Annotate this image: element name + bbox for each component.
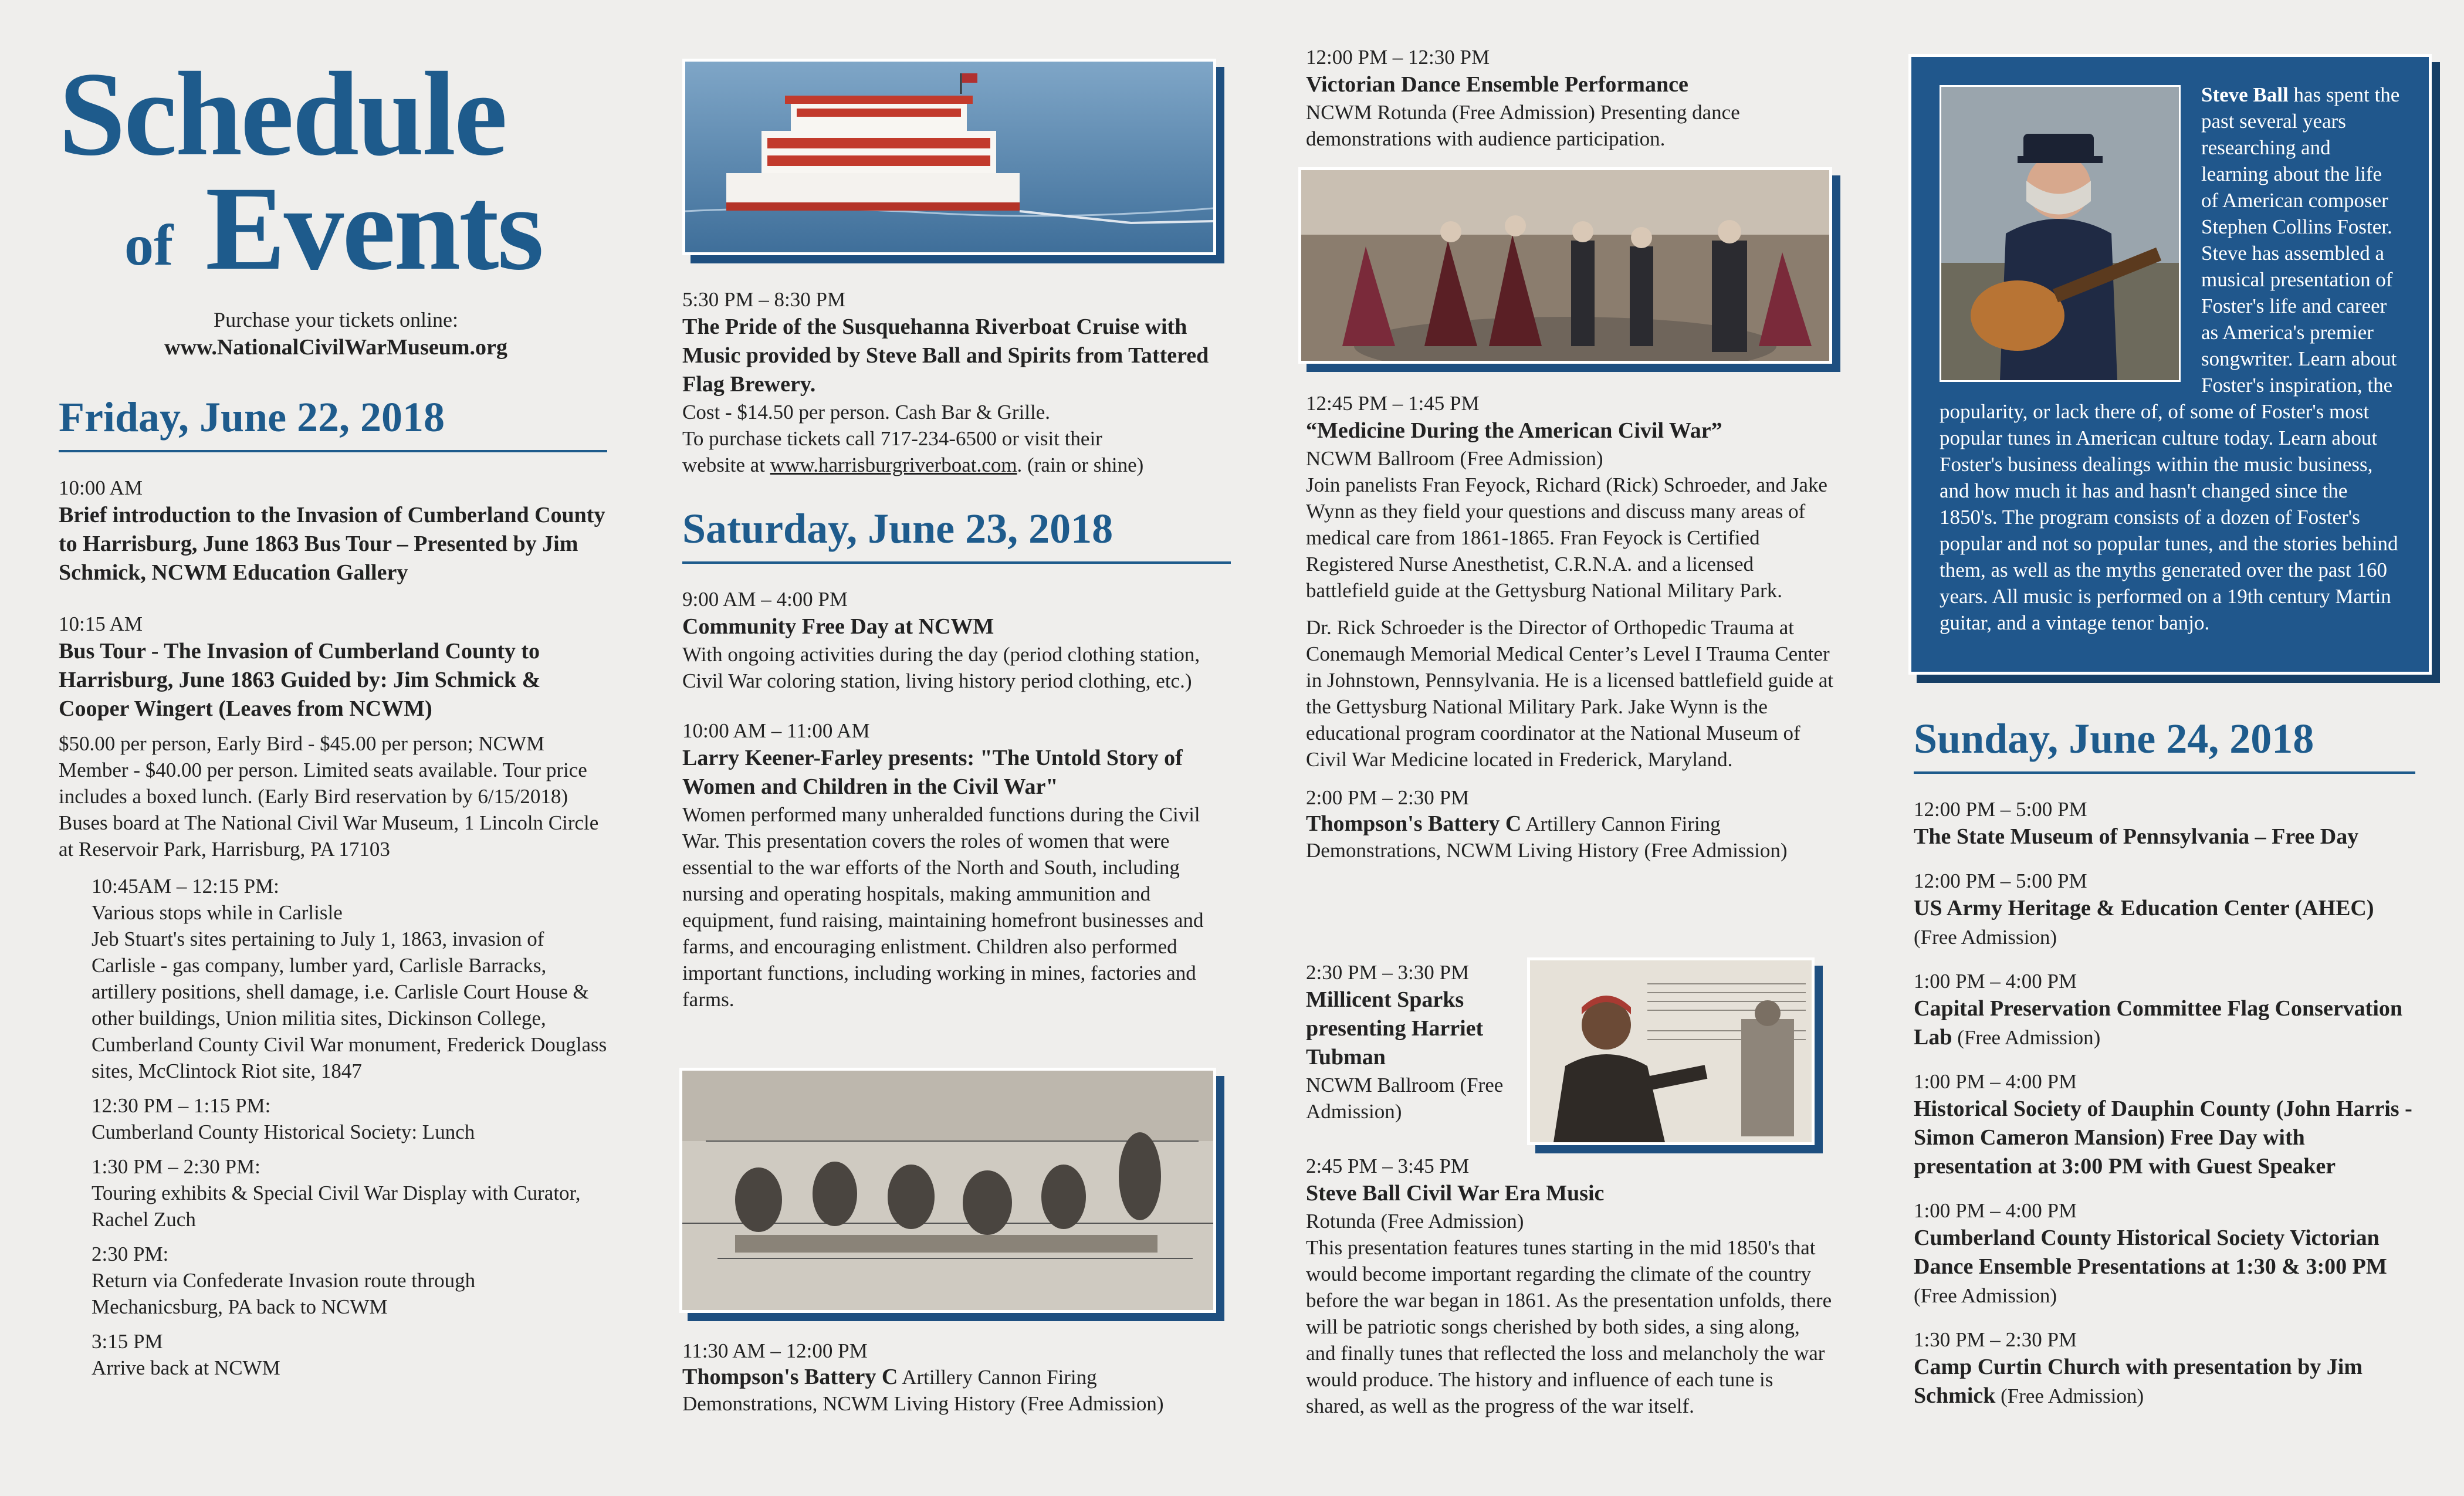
purchase-text: Purchase your tickets online: [214,308,458,331]
event-title [1914,994,2415,1052]
saturday-event-6 [1306,784,1834,864]
itinerary-desc: Return via Confederate Invasion route through Mechanicsburg, PA back to NCWM [92,1269,476,1318]
event-title: Victorian Dance Ensemble Performance [1306,72,1688,97]
saturday-event-2 [682,717,1231,1013]
admission-note: (Free Admission) [1914,1284,2057,1307]
sunday-event-2 [1914,868,2415,952]
dance-photo [1298,167,1832,364]
event-time: 10:00 AM [59,476,143,499]
event-desc: Women performed many unheralded functions during the Civil War. This presentation covers the roles of women that were essential to the war efforts of the North and South, including nursing and operating hospitals, making ammunition and equipment, fund raising, maintaining homefront businesses and farms, and encouraging enlistment. Children also performed important functions, including working in mines, factories and farms. [682,803,1204,1011]
engraving-photo [679,1068,1216,1313]
cruise-title: The Pride of the Susquehanna Riverboat Cruise with Music provided by Steve Ball and Spirits from Tattered Flag Brewery. [682,314,1209,397]
cruise-contact: To purchase tickets call 717-234-6500 or visit their [682,427,1102,450]
event-time: 10:00 AM – 11:00 AM [682,719,870,742]
event-title-bold: US Army Heritage & Education Center (AHEC) [1914,896,2374,920]
sunday-event-6 [1914,1326,2415,1410]
cruise-website-line [682,452,1216,478]
event-title [1914,894,2415,952]
event-location: Rotunda (Free Admission) [1306,1210,1524,1233]
event-title-rest: Artillery Cannon Firing Demonstrations, NCWM Living History (Free Admission) [1306,813,1788,862]
itinerary-desc: Cumberland County Historical Society: Lunch [92,1121,475,1143]
friday-event-2 [59,611,607,862]
event-title [1914,1353,2415,1410]
event-desc: This presentation features tunes starting in the mid 1850's that would become important regarding the climate of the country before the war began in 1861. As the presentation unfolds, there will be patriotic songs cherished by both sides, a sing along, and finally tunes that reflected the loss and melancholy the war would produce. The history and influence of each tune is shared, as well as the progress of the war itself. [1306,1236,1832,1417]
event-time: 1:00 PM – 4:00 PM [1914,1070,2077,1093]
cruise-time: 5:30 PM – 8:30 PM [682,288,846,311]
event-title [1306,811,1834,864]
bio-body: has spent the past several years researching and learning about the life of American composer Stephen Collins Foster. Steve has assembled a musical presentation of Foster's life and career as America's premier songwriter. Learn about Foster's inspiration, the popularity, or lack there of, of some of Foster's most popular tunes in American culture today. Learn about Foster's business dealings within the music business, and how much it has and hasn't changed since the 1850's. The program consists of a dozen of Foster's popular and not so popular tunes, and the stories behind them, as well as the myths generated over the past 160 years. All music is performed on a 19th century Martin guitar, and a vintage tenor banjo. [1940,83,2400,634]
event-title: The State Museum of Pennsylvania – Free Day [1914,824,2359,849]
itinerary-time: 3:15 PM [92,1330,163,1353]
friday-heading: Friday, June 22, 2018 [59,393,607,452]
event-time: 11:30 AM – 12:00 PM [682,1339,868,1362]
saturday-event-3 [682,1338,1216,1417]
bio-panel [1908,54,2432,675]
admission-note: (Free Admission) [1914,926,2057,949]
event-title: Historical Society of Dauphin County (John Harris - Simon Cameron Mansion) Free Day with presentation at 3:00 PM with Guest Speaker [1914,1096,2412,1179]
itinerary-time: 2:30 PM: [92,1243,169,1265]
event-title-bold: Thompson's Battery C [682,1365,898,1389]
event-time: 12:00 PM – 5:00 PM [1914,798,2087,821]
event-title: “Medicine During the American Civil War” [1306,418,1722,443]
event-time: 2:30 PM – 3:30 PM [1306,961,1470,984]
event-title-rest: Artillery Cannon Firing Demonstrations, NCWM Living History (Free Admission) [682,1366,1164,1415]
itinerary-time: 10:45AM – 12:15 PM: [92,875,279,898]
bio-name: Steve Ball [2201,83,2289,106]
steve-ball-photo [1940,85,2181,382]
riverboat-link[interactable]: www.harrisburgriverboat.com [770,453,1017,476]
event-title: Steve Ball Civil War Era Music [1306,1181,1605,1206]
event-title: Larry Keener-Farley presents: "The Untold Story of Women and Children in the Civil War" [682,746,1183,799]
saturday-event-5 [1306,390,1834,773]
event-title: Brief introduction to the Invasion of Cumberland County to Harrisburg, June 1863 Bus Tour – Presented by Jim Schmick, NCWM Education Gallery [59,503,605,585]
title-events: Events [205,162,543,295]
itinerary-desc: Arrive back at NCWM [92,1356,280,1379]
itinerary [92,873,607,1381]
event-desc: Dr. Rick Schroeder is the Director of Orthopedic Trauma at Conemaugh Memorial Medical Center’s Level I Trauma Center in Johnstown, Pennsylvania. He is a licensed battlefield guide at the Gettysburg National Military Park. Jake Wynn is the educational program coordinator at the National Museum of Civil War Medicine located in Frederick, Maryland. [1306,616,1834,771]
riverboat-photo [682,59,1216,255]
sunday-event-4 [1914,1068,2415,1181]
saturday-event-1 [682,586,1231,694]
cruise-website-prefix: website at [682,453,770,476]
website-link[interactable]: www.NationalCivilWarMuseum.org [164,335,507,360]
event-title [1914,1224,2415,1310]
saturday-event-8 [1306,1153,1834,1419]
sunday-heading: Sunday, June 24, 2018 [1914,715,2415,774]
title-of: of [124,212,174,277]
event-time: 1:30 PM – 2:30 PM [1914,1328,2077,1351]
saturday-heading: Saturday, June 23, 2018 [682,505,1231,564]
event-desc: NCWM Ballroom (Free Admission) [1306,1074,1504,1123]
event-title-bold: Capital Preservation Committee Flag Conservation Lab [1914,996,2403,1050]
event-title-bold: Camp Curtin Church with presentation by Jim Schmick [1914,1355,2363,1408]
event-title: Community Free Day at NCWM [682,614,994,639]
friday-event-1 [59,475,607,587]
sunday-event-5 [1914,1197,2415,1310]
event-time: 2:45 PM – 3:45 PM [1306,1155,1470,1177]
event-time: 10:15 AM [59,612,143,635]
event-title: Bus Tour - The Invasion of Cumberland County to Harrisburg, June 1863 Guided by: Jim Schmick & Cooper Wingert (Leaves from NCWM) [59,639,541,721]
event-time: 1:00 PM – 4:00 PM [1914,1199,2077,1222]
itinerary-time: 1:30 PM – 2:30 PM: [92,1155,260,1178]
itinerary-desc: Jeb Stuart's sites pertaining to July 1, 1863, invasion of Carlisle - gas company, lumber yard, Carlisle Barracks, artillery positions, shell damage, i.e. Carlisle Court House & other buildings, Union militia sites, Dickinson College, Cumberland County Civil War monument, Frederick Douglass sites, McClintock Riot site, 1847 [92,928,607,1082]
event-desc: $50.00 per person, Early Bird - $45.00 per person; NCWM Member - $40.00 per person. Limited seats available. Tour price includes a boxed lunch. (Early Bird reservation by 6/15/2018) Buses board at The National Civil War Museum, 1 Lincoln Circle at Reservoir Park, Harrisburg, PA 17103 [59,732,599,861]
event-title: Millicent Sparks presenting Harriet Tubman [1306,987,1484,1069]
event-title [682,1364,1216,1417]
saturday-event-7 [1306,959,1523,1125]
event-desc: With ongoing activities during the day (period clothing station, Civil War coloring station, living history period clothing, etc.) [682,643,1200,692]
event-time: 1:00 PM – 4:00 PM [1914,970,2077,993]
event-location: NCWM Ballroom (Free Admission) [1306,447,1603,470]
admission-note: (Free Admission) [1995,1385,2144,1407]
itinerary-desc: Touring exhibits & Special Civil War Display with Curator, Rachel Zuch [92,1182,581,1231]
sunday-event-1 [1914,796,2415,851]
event-time: 9:00 AM – 4:00 PM [682,588,848,611]
event-time: 12:45 PM – 1:45 PM [1306,392,1480,415]
event-time: 12:00 PM – 12:30 PM [1306,46,1490,69]
sunday-event-3 [1914,968,2415,1052]
event-desc: Join panelists Fran Feyock, Richard (Rick) Schroeder, and Jake Wynn as they field your questions and discuss many areas of medical care from 1861-1865. Fran Feyock is Certified Registered Nurse Anesthetist, C.R.N.A. and a licensed battlefield guide at the Gettysburg National Military Park. [1306,473,1827,602]
itinerary-desc: Various stops while in Carlisle [92,901,343,924]
event-title-bold: Cumberland County Historical Society Victorian Dance Ensemble Presentations at 1:30 & 3:00 PM [1914,1226,2387,1279]
event-title-bold: Thompson's Battery C [1306,811,1522,836]
event-time: 2:00 PM – 2:30 PM [1306,786,1470,809]
event-desc: NCWM Rotunda (Free Admission) Presenting dance demonstrations with audience participation. [1306,101,1740,150]
page-title [59,48,543,295]
title-schedule: Schedule [59,48,506,181]
cruise-website-suffix: . (rain or shine) [1017,453,1144,476]
admission-note: (Free Admission) [1952,1026,2101,1049]
tubman-photo [1527,957,1815,1145]
event-time: 12:00 PM – 5:00 PM [1914,869,2087,892]
saturday-event-4 [1306,44,1834,152]
itinerary-time: 12:30 PM – 1:15 PM: [92,1094,271,1117]
cruise-cost: Cost - $14.50 per person. Cash Bar & Grille. [682,401,1050,424]
